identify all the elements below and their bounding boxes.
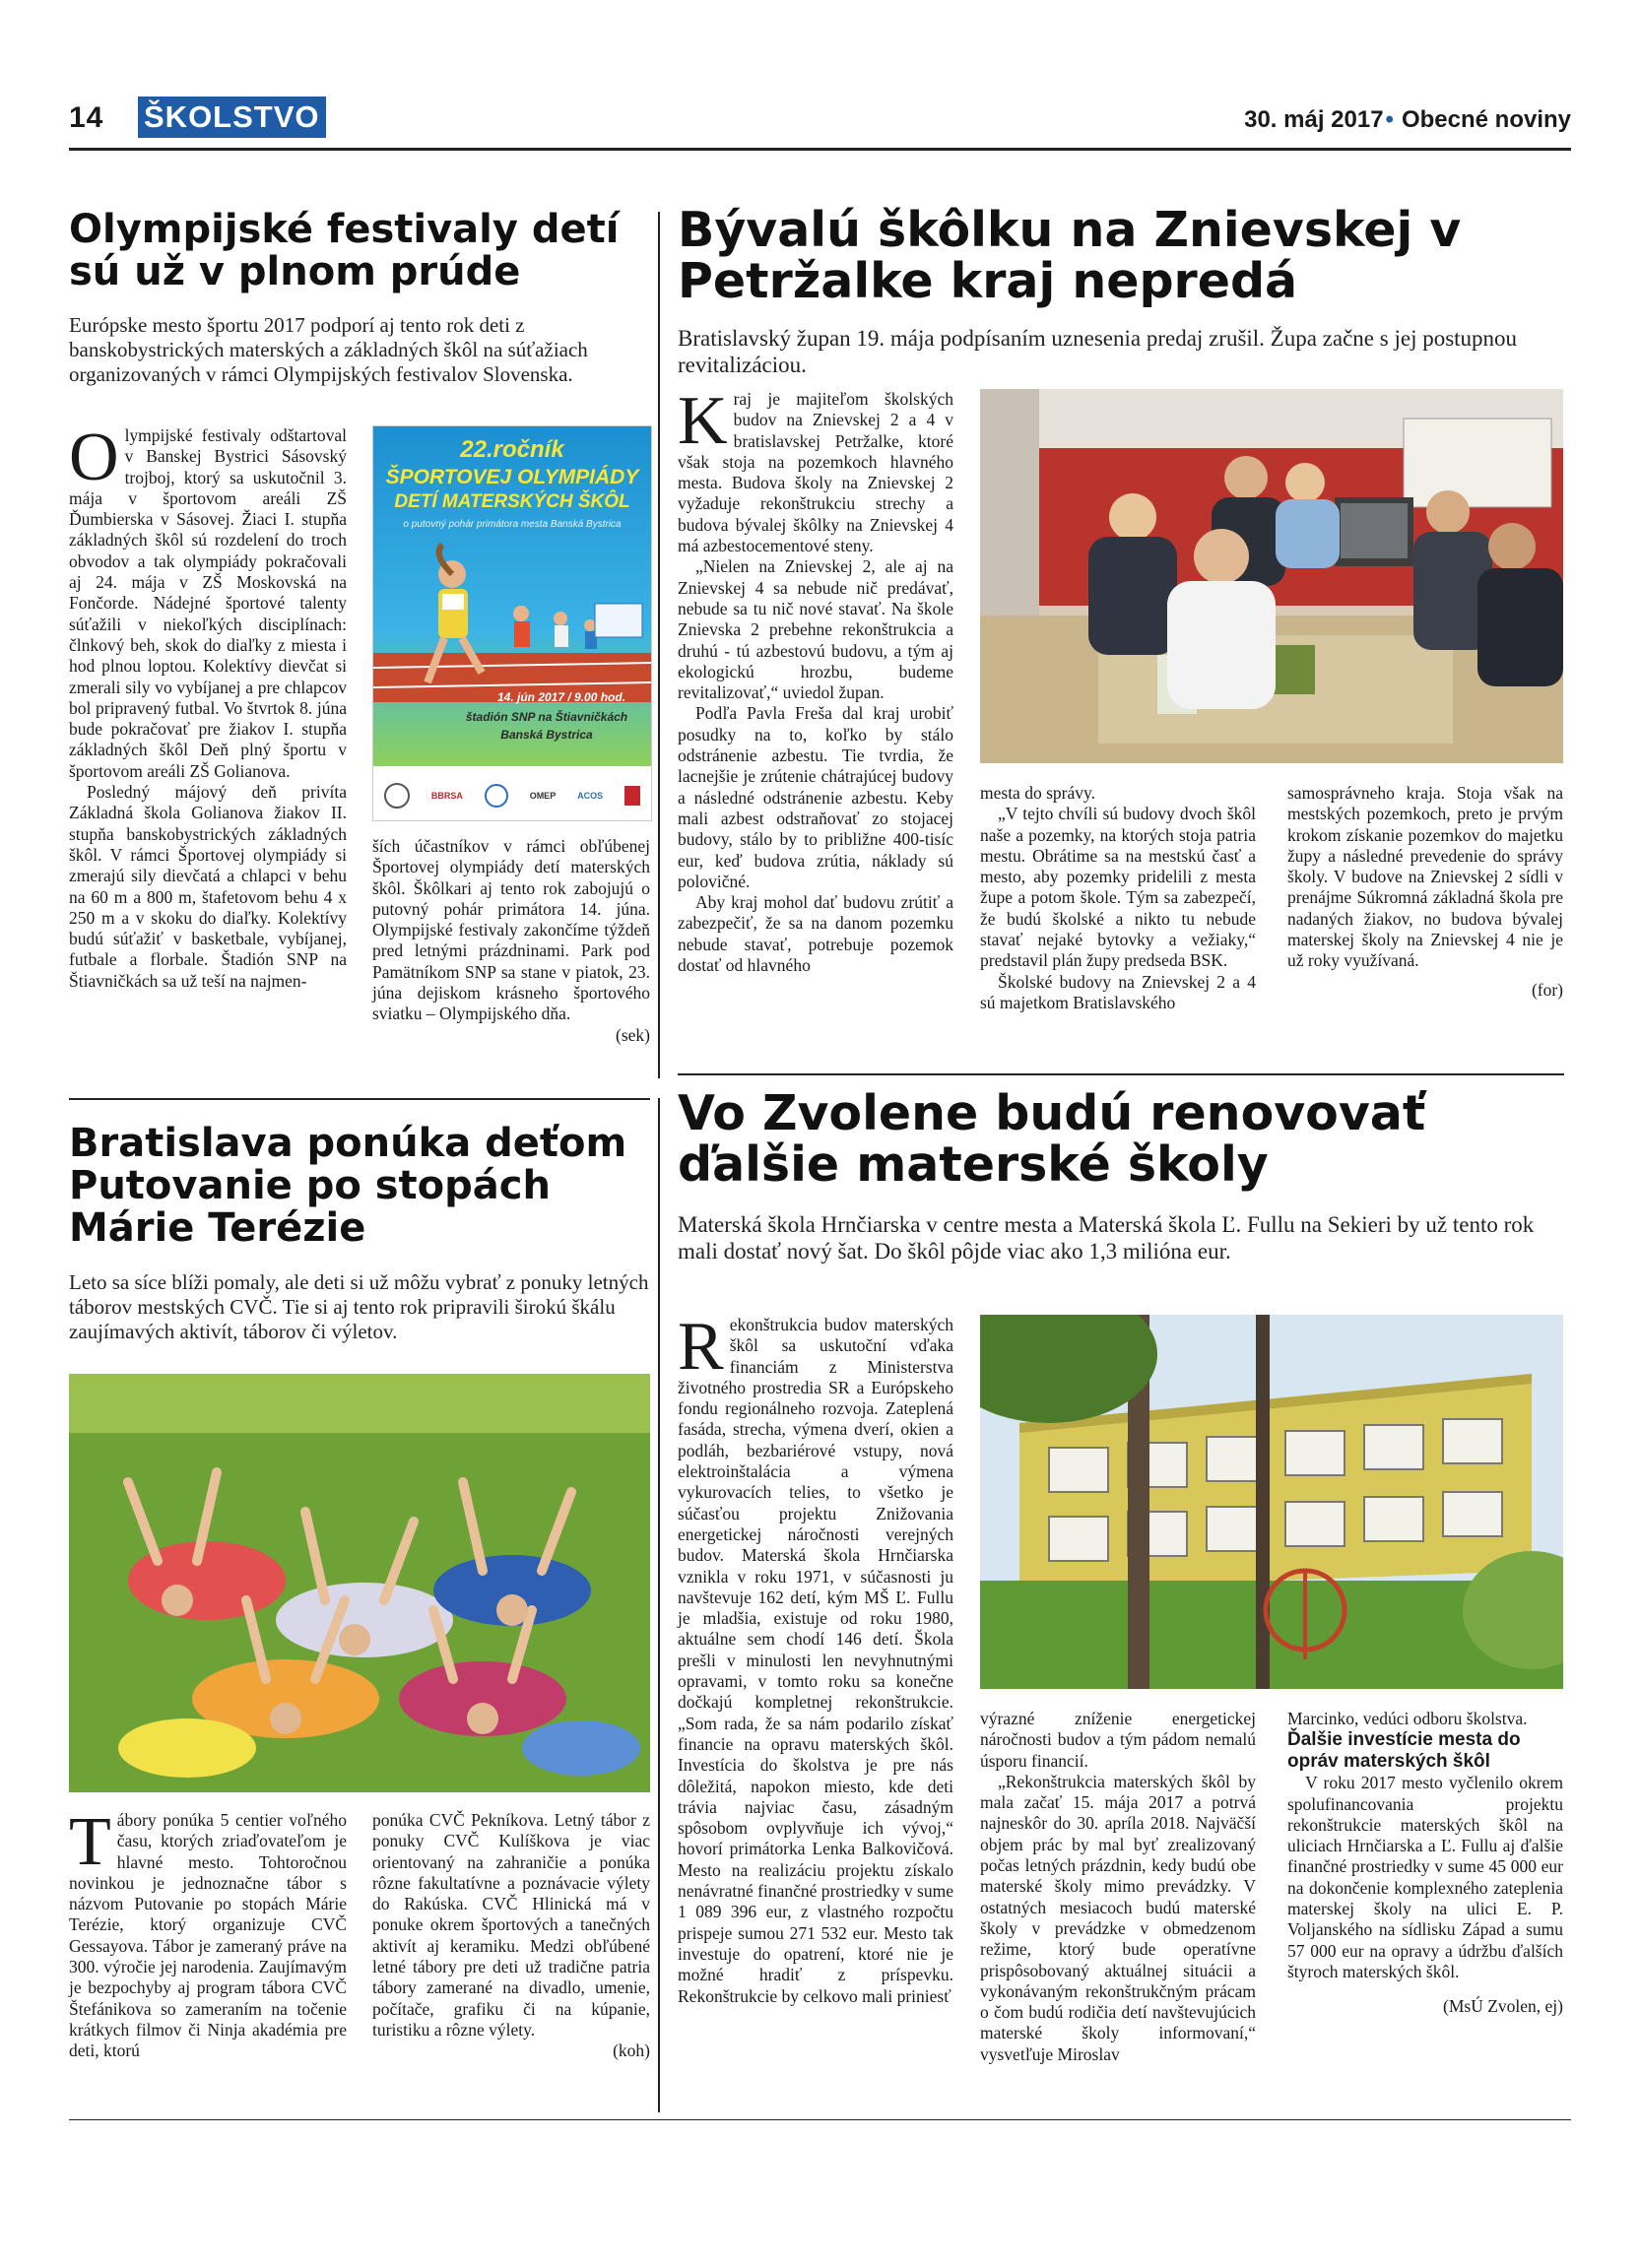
sponsor-logo-1 [384, 783, 410, 809]
article4-column-2 [980, 1709, 1256, 2065]
article2-col1-p1: raj je majiteľom školských budov na Znievskej 2 a 4 v bratislavskej Petržalke, ktoré však stoja na pozemkoch hlavného mesta. Budova školy na Znievskej 2 vyžaduje rekonštrukciu strechy a budova bývalej škôlky na Znievskej 4 má azbestocementové steny. [678, 389, 953, 556]
page-number: 14 [69, 101, 104, 134]
olympiad-poster [372, 425, 652, 821]
article4-dropcap: R [678, 1309, 724, 1385]
children-photo [69, 1374, 650, 1792]
article2-dropcap: K [678, 383, 728, 459]
poster-sponsor-strip [373, 776, 651, 815]
article3-dropcap: T [69, 1804, 111, 1880]
article4-column-3 [1287, 1709, 1563, 2018]
article3-lead: Leto sa síce blíži pomaly, ale deti si už môžu vybrať z ponuky letných táborov mestských CVČ. Tie si aj tento rok pripravili širokú škálu zaujímavých aktivít, táborov či výletov. [69, 1270, 649, 1343]
article4-subhead: Ďalšie investície mesta do opráv materských škôl [1287, 1729, 1521, 1773]
article2-column-1 [678, 383, 953, 976]
poster-venue: štadión SNP na Štiavničkách [465, 710, 628, 724]
children-photo-illustration [69, 1374, 650, 1792]
article1-column-2 [372, 836, 650, 1046]
article1-bottom-rule [69, 1098, 650, 1100]
poster-runners-illustration [373, 535, 651, 702]
meeting-photo [980, 389, 1563, 763]
newspaper-name: Obecné noviny [1401, 106, 1571, 133]
article1-col2-text: ších účastníkov v rámci obľúbenej Športovej olympiády detí materských škôl. Škôlkari aj tento rok zabojujú o putovný pohár primátora 14. júna. Olympijské festivaly zakončíme týždeň pred letnými prázdninami. Park pod Pamätníkom SNP sa stane v piatok, 23. júna dejiskom krásneho športového sviatku – Olympijského dňa. [372, 836, 650, 1024]
article2-col1-p2: „Nielen na Znievskej 2, ale aj na Znievskej 4 sa nebude nič predávať, nebude sa tu nič nové stavať. Na škole Znievska 2 prebehne rekonštrukcia a druhú - tú azbestovú budovu, a tým aj ekologickú hrozbu, budeme revitalizovať,“ uviedol župan. [678, 556, 953, 703]
article2-col2-p3: Školské budovy na Znievskej 2 a 4 sú majetkom Bratislavského [980, 971, 1256, 1012]
article4-column-1 [678, 1309, 953, 2007]
poster-city: Banská Bystrica [500, 728, 593, 742]
article4-col3-p2: V roku 2017 mesto vyčlenilo okrem spolufinancovania projektu rekonštrukcie materských škôl na uliciach Hrnčiarska a Ľ. Fullu aj ďalšie finančné prostriedky v sume 45 000 eur na dokončenie komplexného zateplenia materskej školy na ulici E. P. Voljanského na sídlisku Západ a sumu 57 000 eur na opravy a údržbu ďalších štyroch materských škôl. [1287, 1773, 1563, 1981]
article3-signature: (koh) [613, 2041, 650, 2061]
article4-lead: Materská škola Hrnčiarska v centre mesta a Materská škola Ľ. Fullu na Sekieri by už tento rok mali dostať nový šat. Do škôl pôjde viac ako 1,3 milióna eur. [678, 1212, 1535, 1264]
article1-col1-p1: lympijské festivaly odštartoval v Banskej Bystrici Sásovský trojboj, ktorý sa uskutočnil 3. mája v športovom areáli ZŠ Ďumbierska v Sásovej. Žiaci I. stupňa základných škôl sú rozdelení do troch obvodov a tak olympiády pokračovali aj 24. mája v ZŠ Moskovská na Fončorde. Nádejné športové talenty súťažili v niekoľkých disciplínach: člnkový beh, skok do diaľky z miesta i hod plnou loptou. Kolektívy dievčat si zmerali sily vo vybíjanej a pre chlapcov bol pripravený futbal. Vo štvrtok 8. júna bude pokračovať pre žiakov I. stupňa základných škôl Deň plný športu v športovom areáli ZŠ Golianova. [69, 425, 347, 781]
section-label: ŠKOLSTVO [138, 97, 326, 138]
poster-line2: ŠPORTOVEJ OLYMPIÁDY [385, 466, 639, 488]
header-rule [69, 148, 1571, 151]
article2-title: Bývalú škôlku na Znievskej v Petržalke kraj nepredá [678, 202, 1462, 310]
article2-col2-p1: mesta do správy. [980, 783, 1095, 803]
article2-bottom-rule [678, 1073, 1564, 1075]
article1-lead: Európske mesto športu 2017 podporí aj tento rok deti z banskobystrických materských a základných škôl na súťažiach organizovaných v rámci Olympijských festivalov Slovenska. [69, 313, 588, 386]
header-dateline [1244, 106, 1571, 134]
article2-col1-p4: Aby kraj mohol dať budovu zrútiť a zabezpečiť, že sa na danom pozemku nebude stavať, potrebuje pozemok dostať od hlavného [678, 892, 953, 976]
article1-signature: (sek) [616, 1024, 650, 1045]
poster-line3: DETÍ MATERSKÝCH ŠKÔL [394, 491, 630, 512]
header-bullet: • [1385, 106, 1394, 133]
school-building-photo [980, 1315, 1563, 1689]
sponsor-logo-olympic [485, 784, 508, 808]
article4-col3-p1: Marcinko, vedúci odboru školstva. [1287, 1709, 1528, 1728]
article2-signature: (for) [1531, 979, 1563, 1000]
article3-title: Bratislava ponúka deťom Putovanie po stopách Márie Terézie [69, 1121, 627, 1251]
poster-line4: o putovný pohár primátora mesta Banská Bystrica [403, 519, 622, 530]
article4-signature: (MsÚ Zvolen, ej) [1443, 1996, 1563, 2017]
article3-col2-text: ponúka CVČ Pekníkova. Letný tábor z ponuky CVČ Kulíškova je viac orientovaný na zahraničie a ponúka rôzne fakultatívne a poznávacie výlety do Rakúska. CVČ Hlinická má v ponuke okrem športových a tanečných aktivít aj keramiku. Medzi obľúbené letné tábory pre deti už tradične patria tábory zamerané na divadlo, umenie, počítače, grafiku či na kúpanie, turistiku a rôzne výlety. [372, 1810, 650, 2040]
article4-col1-text: ekonštrukcia budov materských škôl sa uskutoční vďaka financiám z Ministerstva životného prostredia SR a Európskeho fondu regionálneho rozvoja. Zateplená fasáda, strecha, výmena dverí, okien a podláh, bezbariérové vstupy, nová elektroinštalácia a výmena vykurovacích telies, to všetko je súčasťou projektu Znižovania energetickej náročnosti verejných budov. Materská škola Hrnčiarska vznikla v roku 1971, v súčasnosti ju navštevuje 162 detí, kým MŠ Ľ. Fullu je mladšia, existuje od roku 1980, aktuálne sem chodí 146 detí. Škola prešli v minulosti len nevyhnutnými opravami, v tomto roku sa konečne dočkajú kompletnej rekonštrukcie. „Som rada, že sa nám podarilo získať financie na opravu materských škôl. Investícia do školstva je pre nás dôležitá, napokon miesto, kde deti trávia najviac času, zásadným spôsobom ovplyvňuje ich vývoj,“ hovorí primátorka Lenka Balkovičová. Mesto na realizáciu projektu získalo nenávratné finančné prostriedky v sume 1 089 396 eur, z vlastného rozpočtu prispeje sumou 271 532 eur. Mesto tak investuje do opatrení, ktoré nie je možné hradiť z príspevku. Rekonštrukcie by celkovo mali priniesť [678, 1315, 953, 2006]
column-separator-top [658, 212, 660, 1078]
article1-col1-p2: Posledný májový deň privíta Základná škola Golianova žiakov II. stupňa banskobystrických základných škôl. V rámci Športovej olympiády si zmerajú sily dievčatá a chlapci v behu na 60 m a 800 m, štafetovom behu 4 x 250 m a v skoku do diaľky. Kolektívy budú súťažiť v basketbale, vybíjanej, futbale a florbale. Štadión SNP na Štiavničkách sa už teší na najmen- [69, 782, 347, 991]
article2-col1-p3: Podľa Pavla Freša dal kraj urobiť posudky na to, koľko by stálo odstránenie azbestu. Tie tvrdia, že lacnejšie je zrútenie chátrajúcej budovy a následné odstránenie azbestu. Keby mali azbest odstraňovať zo stojacej budovy, stálo by to približne 400-tisíc eur, keď budova zrútia, náklady sú polovičné. [678, 703, 953, 891]
school-building-illustration [980, 1315, 1563, 1689]
article2-column-2 [980, 783, 1256, 1013]
article2-col3-text: samosprávneho kraja. Stoja však na mestských pozemkoch, preto je prvým krokom získanie pozemkov do majetku župy a následné prevedenie do správy školy. V budove na Znievskej 2 sídli v prenájme Súkromná základná škola pre nadaných žiakov, no budova bývalej materskej školy na Znievskej 4 nie je už roky využívaná. [1287, 783, 1563, 971]
article4-col2-p1: výrazné zníženie energetickej náročnosti budov a tým pádom nemalú úsporu financií. [980, 1709, 1256, 1771]
article3-column-2 [372, 1810, 650, 2062]
article2-column-3 [1287, 783, 1563, 1001]
sponsor-bbrsa: BBRSA [430, 791, 463, 801]
article2-lead: Bratislavský župan 19. mája podpísaním uznesenia predaj zrušil. Župa začne s jej postupnou revitalizáciou. [678, 326, 1518, 377]
poster-line1: 22.ročník [460, 436, 564, 463]
article3-col1-text: ábory ponúka 5 centier voľného času, ktorých zriaďovateľom je hlavné mesto. Tohtoročnou novinkou je jednoznačne tábor s názvom Putovanie po stopách Márie Terézie, ktorý organizuje CVČ Gessayova. Tábor je zameraný práve na 300. výročie jej narodenia. Zaujímavým je bezpochyby aj program tábora CVČ Štefánikova so zameraním na točenie krátkych filmov či Ninja akadémia pre deti, ktorú [69, 1810, 347, 2061]
poster-date: 14. jún 2017 / 9.00 hod. [496, 690, 626, 704]
column-separator-bottom [658, 1098, 660, 2112]
article4-col2-p2: „Rekonštrukcia materských škôl by mala začať 15. mája 2017 a potrvá najneskôr do 30. apríla 2018. Najväčší objem prác by mal byť zrealizovaný počas letných prázdnin, kedy budú obe materské školy mimo prevádzky. V ostatných mesiacoch budú materské školy v prevádzke v obmedzenom režime, ktorý bude operatívne prispôsobovaný aktuálnej situácii a vykonávaným rekonštrukčným prácam o čom budú rodičia detí navštevujúcich materské školy informovaní,“ vysvetľuje Miroslav [980, 1771, 1256, 2064]
sponsor-omep: OMEP [529, 791, 557, 801]
page-bottom-rule [69, 2119, 1571, 2120]
meeting-photo-illustration [980, 389, 1563, 763]
article1-dropcap: O [69, 420, 119, 495]
article1-column-1 [69, 420, 347, 992]
sponsor-city-crest [624, 786, 640, 806]
article1-title: Olympijské festivaly detí sú už v plnom prúde [69, 207, 620, 294]
article2-col2-p2: „V tejto chvíli sú budovy dvoch škôl naše a pozemky, na ktorých stoja patria mestu. Obrátime sa na mestskú časť a mesto, aby pozemky pridelili z mesta župe a potom škole. Tým sa zabezpečí, že budú školské a nikto tu nebude stavať nejaké bytovky a vežiaky,“ predstavil plán župy predseda BSK. [980, 804, 1256, 971]
sponsor-acos: ACOS [577, 791, 604, 801]
issue-date: 30. máj 2017 [1244, 106, 1384, 133]
article4-title: Vo Zvolene budú renovovať ďalšie materské školy [678, 1085, 1426, 1194]
article3-column-1 [69, 1804, 347, 2062]
